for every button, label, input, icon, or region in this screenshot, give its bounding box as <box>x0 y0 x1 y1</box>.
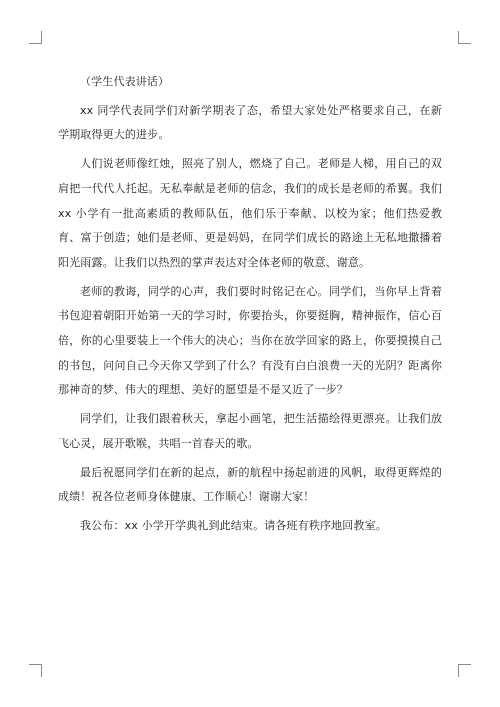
crop-mark-top-right <box>458 31 471 44</box>
paragraph-1: xx 同学代表同学们对新学期表了态，希望大家处处严格要求自己，在新学期取得更大的进步。 <box>58 103 442 142</box>
speaker-note: （学生代表讲话） <box>80 75 170 88</box>
crop-mark-bottom-left <box>29 664 42 677</box>
paragraph-4: 同学们，让我们跟着秋天，拿起小画笔，把生活描绘得更漂亮。让我们放飞心灵，展开歌喉，共唱一首春天的歌。 <box>58 412 442 450</box>
paragraph-2: 人们说老师像红烛，照亮了别人，燃烧了自己。老师是人梯，用自己的双肩把一代代人托起。无私奉献是老师的信念，我们的成长是老师的希翼。我们 xx 小学有一批高素质的教师队伍，他们乐于奉献、以校为家；他们热爱教育、富于创造；她们是老师、更是妈妈，在同学们成长的路途上无私地撒播着阳光雨露。让我们以热烈的掌声表达对全体老师的敬意、谢意。 <box>58 157 442 269</box>
crop-mark-bottom-right <box>458 664 471 677</box>
document-body <box>58 70 442 539</box>
paragraph-3: 老师的教诲，同学的心声，我们要时时铭记在心。同学们，当你早上背着书包迎着朝阳开始第一天的学习时，你要抬头，你要挺胸，精神振作，信心百倍，你的心里要装上一个伟大的决心；当你在放学回家的路上，你要摸摸自己的书包，问问自己今天你又学到了什么？有没有白白浪费一天的光阴？距离你那神奇的梦、伟大的理想、美好的愿望是不是又近了一步？ <box>58 284 442 397</box>
paragraph-5: 最后祝愿同学们在新的起点，新的航程中扬起前进的风帆，取得更辉煌的成绩！祝各位老师身体健康、工作顺心！谢谢大家！ <box>58 465 442 504</box>
paragraph-6: 我公布：xx 小学开学典礼到此结束。请各班有秩序地回教室。 <box>80 518 387 532</box>
crop-mark-top-left <box>29 31 42 44</box>
